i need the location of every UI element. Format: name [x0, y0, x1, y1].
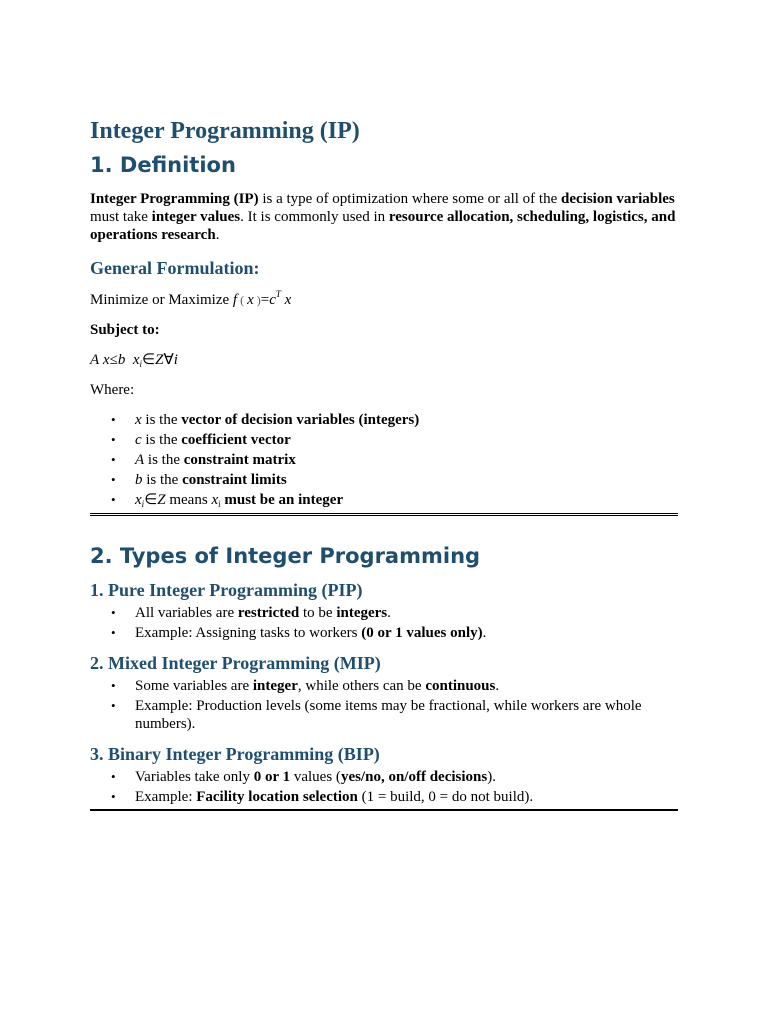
bullet-icon: •	[111, 432, 116, 447]
type-bip-list	[90, 768, 678, 808]
list-item: • x is the vector of decision variables (integers)	[111, 412, 420, 428]
list-item: • b is the constraint limits	[111, 472, 287, 488]
list-item: • All variables are restricted to be integers.	[111, 605, 391, 621]
bullet-icon: •	[111, 789, 116, 804]
list-item: • $x_i\in Z$ means $x_i$ must be an integer	[111, 492, 344, 509]
list-item: • c is the coefficient vector	[111, 432, 291, 448]
section-end-divider	[90, 809, 678, 811]
bullet-icon: •	[111, 698, 116, 713]
section-types-heading: 2. Types of Integer Programming	[90, 544, 481, 568]
where-label: Where:	[90, 382, 135, 398]
objective-line: Minimize or Maximize f ( x )$=c^T$ x	[90, 289, 292, 308]
type-pip-list	[90, 604, 678, 644]
subject-to-label: Subject to:	[90, 322, 160, 338]
definition-paragraph: Integer Programming (IP) is a type of optimization where some or all of the decision variables must take integer values. It is commonly used in resource allocation, scheduling, logistics, and operations research.	[90, 191, 676, 243]
document-page	[90, 116, 678, 811]
bullet-icon: •	[111, 472, 116, 487]
section-divider	[90, 513, 678, 516]
general-formulation-heading: General Formulation:	[90, 258, 260, 278]
list-item: • Some variables are integer, while others can be continuous.	[111, 678, 500, 694]
type-mip-heading: 2. Mixed Integer Programming (MIP)	[90, 653, 381, 673]
bullet-icon: •	[111, 412, 116, 427]
section-definition-heading: 1. Definition	[90, 153, 236, 177]
document-title: Integer Programming (IP)	[90, 118, 360, 144]
bullet-icon: •	[111, 625, 116, 640]
list-item: • Example: Facility location selection (1 = build, 0 = do not build).	[111, 789, 534, 805]
type-bip-heading: 3. Binary Integer Programming (BIP)	[90, 744, 380, 764]
bullet-icon: •	[111, 452, 116, 467]
constraints-line: A x≤b $x_i\in Z\forall i$	[90, 352, 178, 369]
list-item: • A is the constraint matrix	[111, 452, 296, 468]
list-item: • Example: Production levels (some items may be fractional, while workers are whole numbers).	[111, 698, 642, 732]
bullet-icon: •	[111, 678, 116, 693]
bullet-icon: •	[111, 769, 116, 784]
list-item: • Variables take only 0 or 1 values (yes/no, on/off decisions).	[111, 769, 496, 785]
definition-list	[90, 411, 678, 511]
type-pip-heading: 1. Pure Integer Programming (PIP)	[90, 580, 363, 600]
bullet-icon: •	[111, 605, 116, 620]
bullet-icon: •	[111, 492, 116, 507]
type-mip-list	[90, 677, 678, 733]
list-item: • Example: Assigning tasks to workers (0 or 1 values only).	[111, 625, 487, 641]
